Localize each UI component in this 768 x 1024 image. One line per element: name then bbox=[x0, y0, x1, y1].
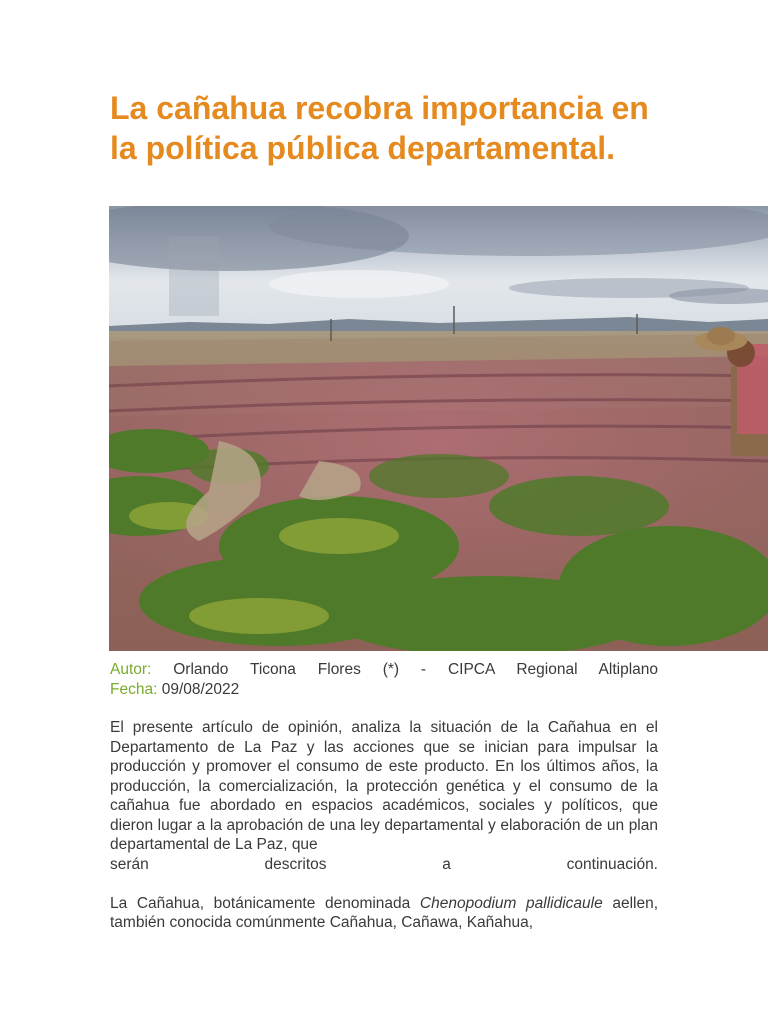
paragraph-intro-last-line: serán descritos a continuación. bbox=[110, 855, 658, 873]
species-name: Chenopodium pallidicaule bbox=[419, 894, 603, 912]
author-label: Autor: bbox=[110, 661, 152, 678]
article-photo bbox=[109, 206, 768, 651]
paragraph-definition bbox=[110, 894, 658, 933]
date-line bbox=[110, 680, 658, 700]
author-line bbox=[110, 660, 658, 680]
paragraph-intro-main: El presente artículo de opinión, analiza la situación de la Cañahua en el Departamento de La Paz y las acciones que se inician para impulsar la producción y promover el consumo de este producto. En los últimos años, la producción, la comercialización, la protección genética y el consumo de la cañahua fue abordado en espacios académicos, sociales y políticos, que dieron lugar a la aprobación de una ley departamental y elaboración de un plan departamental de La Paz, que bbox=[110, 719, 658, 853]
article-meta bbox=[110, 660, 658, 699]
author-value: Orlando Ticona Flores (*) - CIPCA Regional Altiplano bbox=[173, 661, 658, 678]
paragraph-definition-before: La Cañahua, botánicamente denominada bbox=[110, 894, 420, 912]
paragraph-definition-after: aellen, también conocida comúnmente Cañahua, Cañawa, Kañahua, bbox=[110, 894, 659, 931]
article-title: La cañahua recobra importancia en la política pública departamental. bbox=[110, 90, 649, 166]
date-label: Fecha: bbox=[110, 680, 158, 698]
date-value: 09/08/2022 bbox=[161, 680, 240, 698]
paragraph-intro bbox=[110, 718, 658, 874]
article-body bbox=[110, 718, 658, 952]
